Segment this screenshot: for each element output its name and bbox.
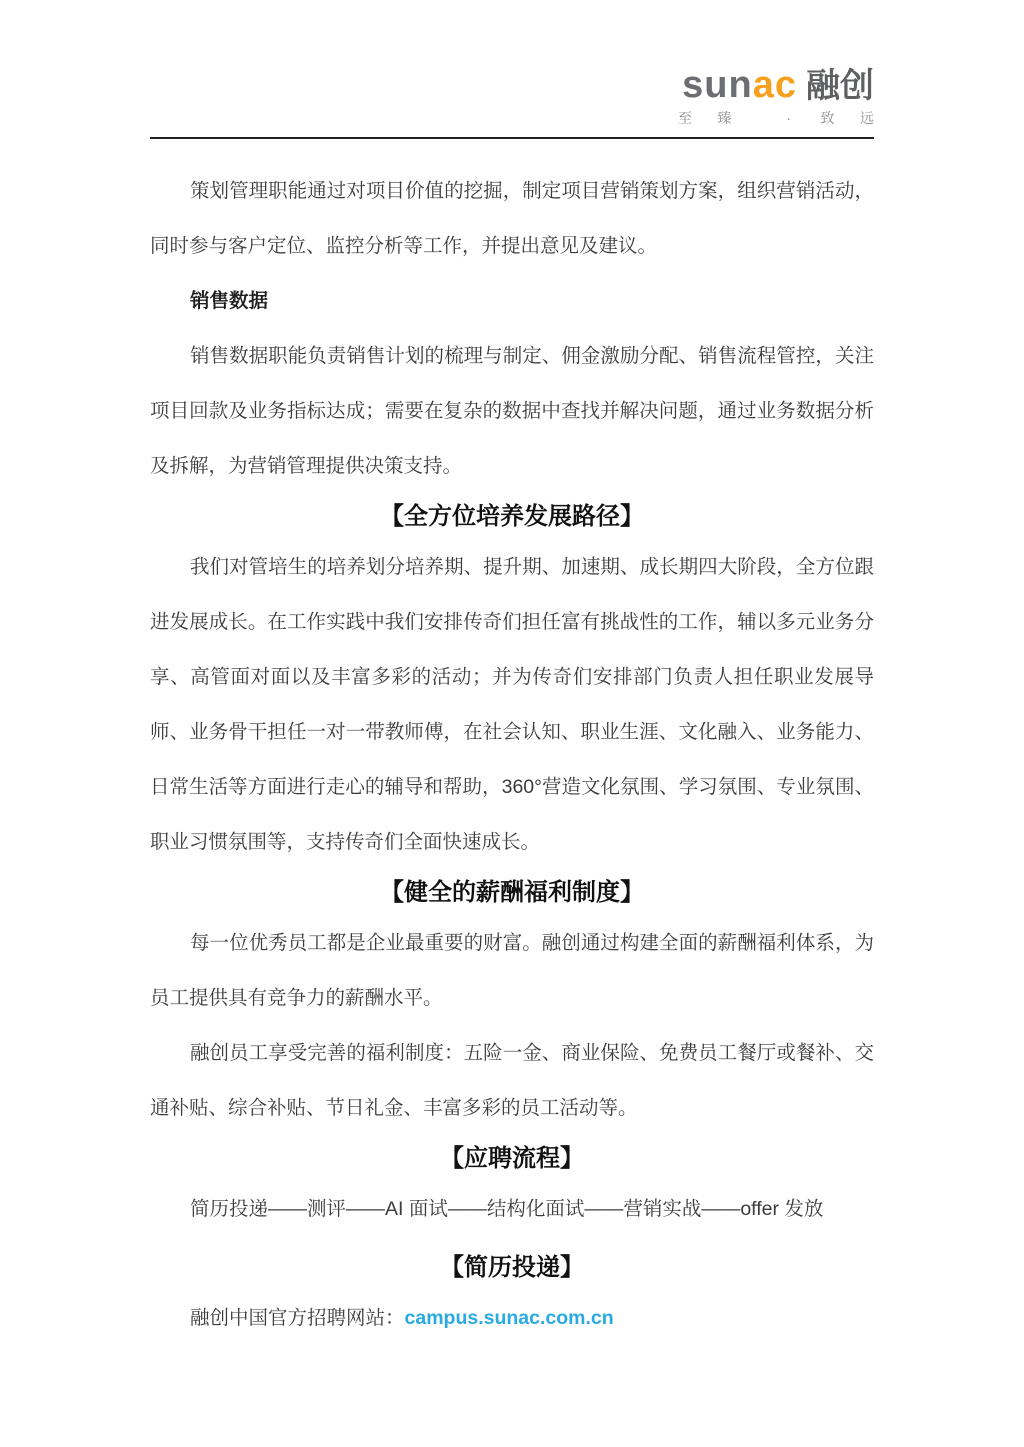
heading-training-path: 【全方位培养发展路径】	[380, 503, 644, 530]
resume-site-label: 融创中国官方招聘网站：	[190, 1307, 405, 1329]
paragraph-application-flow: 简历投递——测评——AI 面试——结构化面试——营销实战——offer 发放	[190, 1198, 824, 1220]
heading-application-process: 【应聘流程】	[440, 1145, 584, 1172]
header-divider-line	[150, 137, 874, 139]
sunac-logo-wordmark	[678, 64, 874, 107]
sunac-logo	[678, 64, 874, 128]
heading-resume-submission: 【简历投递】	[440, 1254, 584, 1281]
paragraph-resume-site	[150, 1291, 874, 1346]
campus-recruitment-link[interactable]: campus.sunac.com.cn	[404, 1307, 614, 1329]
paragraph-sales-data: 销售数据职能负责销售计划的梳理与制定、佣金激励分配、销售流程管控，关注项目回款及业务指标达成；需要在复杂的数据中查找并解决问题，通过业务数据分析及拆解，为营销管理提供决策支持。	[150, 345, 874, 477]
logo-text-rongchuang: 融创	[806, 67, 874, 105]
logo-text-ac: ac	[752, 64, 797, 106]
page-header	[0, 0, 1024, 139]
heading-compensation-benefits: 【健全的薪酬福利制度】	[380, 879, 644, 906]
paragraph-planning-management: 策划管理职能通过对项目价值的挖掘，制定项目营销策划方案，组织营销活动，同时参与客户定位、监控分析等工作，并提出意见及建议。	[150, 180, 874, 257]
heading-sales-data: 销售数据	[190, 290, 269, 312]
document-body	[0, 147, 1024, 1346]
logo-tagline: 至臻 · 致远	[678, 110, 874, 126]
paragraph-compensation-1: 每一位优秀员工都是企业最重要的财富。融创通过构建全面的薪酬福利体系，为员工提供具有竞争力的薪酬水平。	[150, 932, 874, 1009]
paragraph-compensation-2: 融创员工享受完善的福利制度：五险一金、商业保险、免费员工餐厅或餐补、交通补贴、综合补贴、节日礼金、丰富多彩的员工活动等。	[150, 1042, 874, 1119]
paragraph-training-path: 我们对管培生的培养划分培养期、提升期、加速期、成长期四大阶段，全方位跟进发展成长。在工作实践中我们安排传奇们担任富有挑战性的工作，辅以多元业务分享、高管面对面以及丰富多彩的活动；并为传奇们安排部门负责人担任职业发展导师、业务骨干担任一对一带教师傅，在社会认知、职业生涯、文化融入、业务能力、日常生活等方面进行走心的辅导和帮助，360°营造文化氛围、学习氛围、专业氛围、职业习惯氛围等，支持传奇们全面快速成长。	[150, 556, 874, 853]
logo-text-sun: sun	[682, 64, 753, 106]
